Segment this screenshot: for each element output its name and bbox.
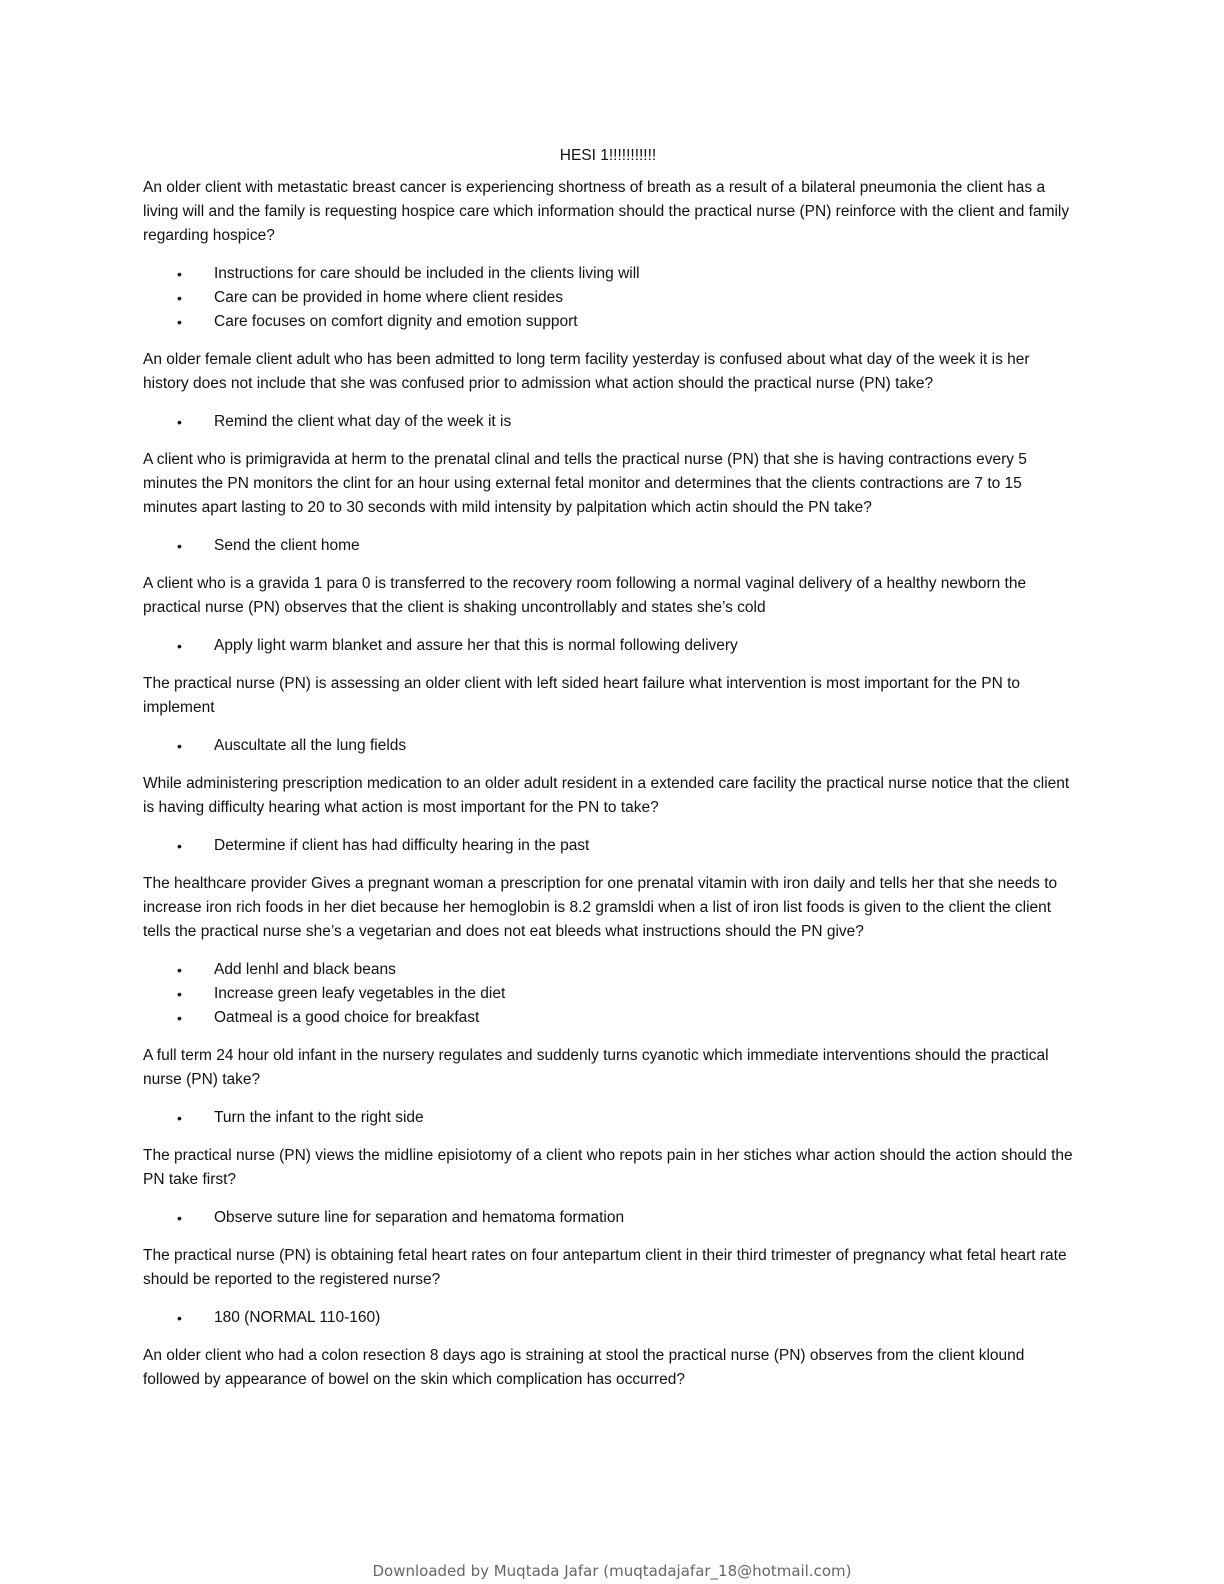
question-text: A full term 24 hour old infant in the nursery regulates and suddenly turns cyanotic which immediate interventions should the practical nurse (PN) take? xyxy=(143,1047,1049,1088)
answer-text: Remind the client what day of the week it is xyxy=(214,413,512,430)
download-footer: Downloaded by Muqtada Jafar (muqtadajafar_18@hotmail.com) xyxy=(372,1562,852,1580)
answer-list xyxy=(143,634,1073,658)
bullet-icon: • xyxy=(177,738,182,754)
bullet-icon: • xyxy=(177,838,182,854)
answer-text: Apply light warm blanket and assure her that this is normal following delivery xyxy=(214,637,738,654)
bullet-icon: • xyxy=(177,638,182,654)
question-text: An older client who had a colon resection 8 days ago is straining at stool the practical nurse (PN) observes from the client klound followed by appearance of bowel on the skin which complication has occurred? xyxy=(143,1347,1025,1388)
bullet-icon: • xyxy=(177,290,182,306)
question-text: A client who is primigravida at herm to the prenatal clinal and tells the practical nurse (PN) that she is having contractions every 5 minutes the PN monitors the clint for an hour using external fetal monitor and determines that the clients contractions are 7 to 15 minutes apart lasting to 20 to 30 seconds with mild intensity by palpitation which actin should the PN take? xyxy=(143,451,1027,516)
answer-list xyxy=(143,410,1073,434)
answer-list xyxy=(143,262,1073,334)
answer-item xyxy=(143,1306,1073,1330)
answer-text: 180 (NORMAL 110-160) xyxy=(214,1309,381,1326)
answer-item xyxy=(143,262,1073,286)
answer-text: Care focuses on comfort dignity and emotion support xyxy=(214,313,578,330)
answer-item xyxy=(143,958,1073,982)
answer-list xyxy=(143,1106,1073,1130)
question-list xyxy=(143,176,1073,1392)
question-text: The practical nurse (PN) views the midline episiotomy of a client who repots pain in her stiches whar action should the action should the PN take first? xyxy=(143,1147,1073,1188)
answer-text: Turn the infant to the right side xyxy=(214,1109,424,1126)
question-text: The healthcare provider Gives a pregnant woman a prescription for one prenatal vitamin with iron daily and tells her that she needs to increase iron rich foods in her diet because her hemoglobin is 8.2 gramsldi when a list of iron list foods is given to the client the client tells the practical nurse she’s a vegetarian and does not eat bleeds what instructions should the PN give? xyxy=(143,875,1058,940)
question-text: The practical nurse (PN) is assessing an older client with left sided heart failure what intervention is most important for the PN to implement xyxy=(143,675,1021,716)
bullet-icon: • xyxy=(177,1310,182,1326)
answer-text: Add lenhl and black beans xyxy=(214,961,396,978)
answer-text: Care can be provided in home where client resides xyxy=(214,289,563,306)
answer-item xyxy=(143,534,1073,558)
answer-list xyxy=(143,734,1073,758)
answer-list xyxy=(143,534,1073,558)
bullet-icon: • xyxy=(177,538,182,554)
question-text: A client who is a gravida 1 para 0 is transferred to the recovery room following a normal vaginal delivery of a healthy newborn the practical nurse (PN) observes that the client is shaking uncontrollably and states she’s cold xyxy=(143,575,1027,616)
answer-list xyxy=(143,1306,1073,1330)
question-text: An older client with metastatic breast cancer is experiencing shortness of breath as a result of a bilateral pneumonia the client has a living will and the family is requesting hospice care which information should the practical nurse (PN) reinforce with the client and family regarding hospice? xyxy=(143,179,1070,244)
bullet-icon: • xyxy=(177,266,182,282)
question-text: The practical nurse (PN) is obtaining fetal heart rates on four antepartum client in their third trimester of pregnancy what fetal heart rate should be reported to the registered nurse? xyxy=(143,1247,1067,1288)
answer-item xyxy=(143,310,1073,334)
answer-item xyxy=(143,1106,1073,1130)
answer-item xyxy=(143,286,1073,310)
bullet-icon: • xyxy=(177,986,182,1002)
bullet-icon: • xyxy=(177,1210,182,1226)
answer-text: Oatmeal is a good choice for breakfast xyxy=(214,1009,480,1026)
answer-text: Increase green leafy vegetables in the diet xyxy=(214,985,506,1002)
bullet-icon: • xyxy=(177,1110,182,1126)
answer-list xyxy=(143,1206,1073,1230)
answer-text: Send the client home xyxy=(214,537,360,554)
answer-item xyxy=(143,634,1073,658)
question-text: While administering prescription medication to an older adult resident in a extended care facility the practical nurse notice that the client is having difficulty hearing what action is most important for the PN to take? xyxy=(143,775,1070,816)
answer-item xyxy=(143,1006,1073,1030)
bullet-icon: • xyxy=(177,962,182,978)
answer-text: Instructions for care should be included in the clients living will xyxy=(214,265,640,282)
answer-item xyxy=(143,982,1073,1006)
answer-text: Auscultate all the lung fields xyxy=(214,737,407,754)
answer-item xyxy=(143,834,1073,858)
answer-item xyxy=(143,1206,1073,1230)
bullet-icon: • xyxy=(177,314,182,330)
document-title: HESI 1!!!!!!!!!!! xyxy=(559,147,657,164)
answer-list xyxy=(143,834,1073,858)
answer-text: Determine if client has had difficulty hearing in the past xyxy=(214,837,590,854)
document-page xyxy=(143,140,1073,1406)
answer-text: Observe suture line for separation and hematoma formation xyxy=(214,1209,625,1226)
bullet-icon: • xyxy=(177,414,182,430)
answer-list xyxy=(143,958,1073,1030)
answer-item xyxy=(143,410,1073,434)
question-text: An older female client adult who has been admitted to long term facility yesterday is confused about what day of the week it is her history does not include that she was confused prior to admission what action should the practical nurse (PN) take? xyxy=(143,351,1030,392)
answer-item xyxy=(143,734,1073,758)
bullet-icon: • xyxy=(177,1010,182,1026)
